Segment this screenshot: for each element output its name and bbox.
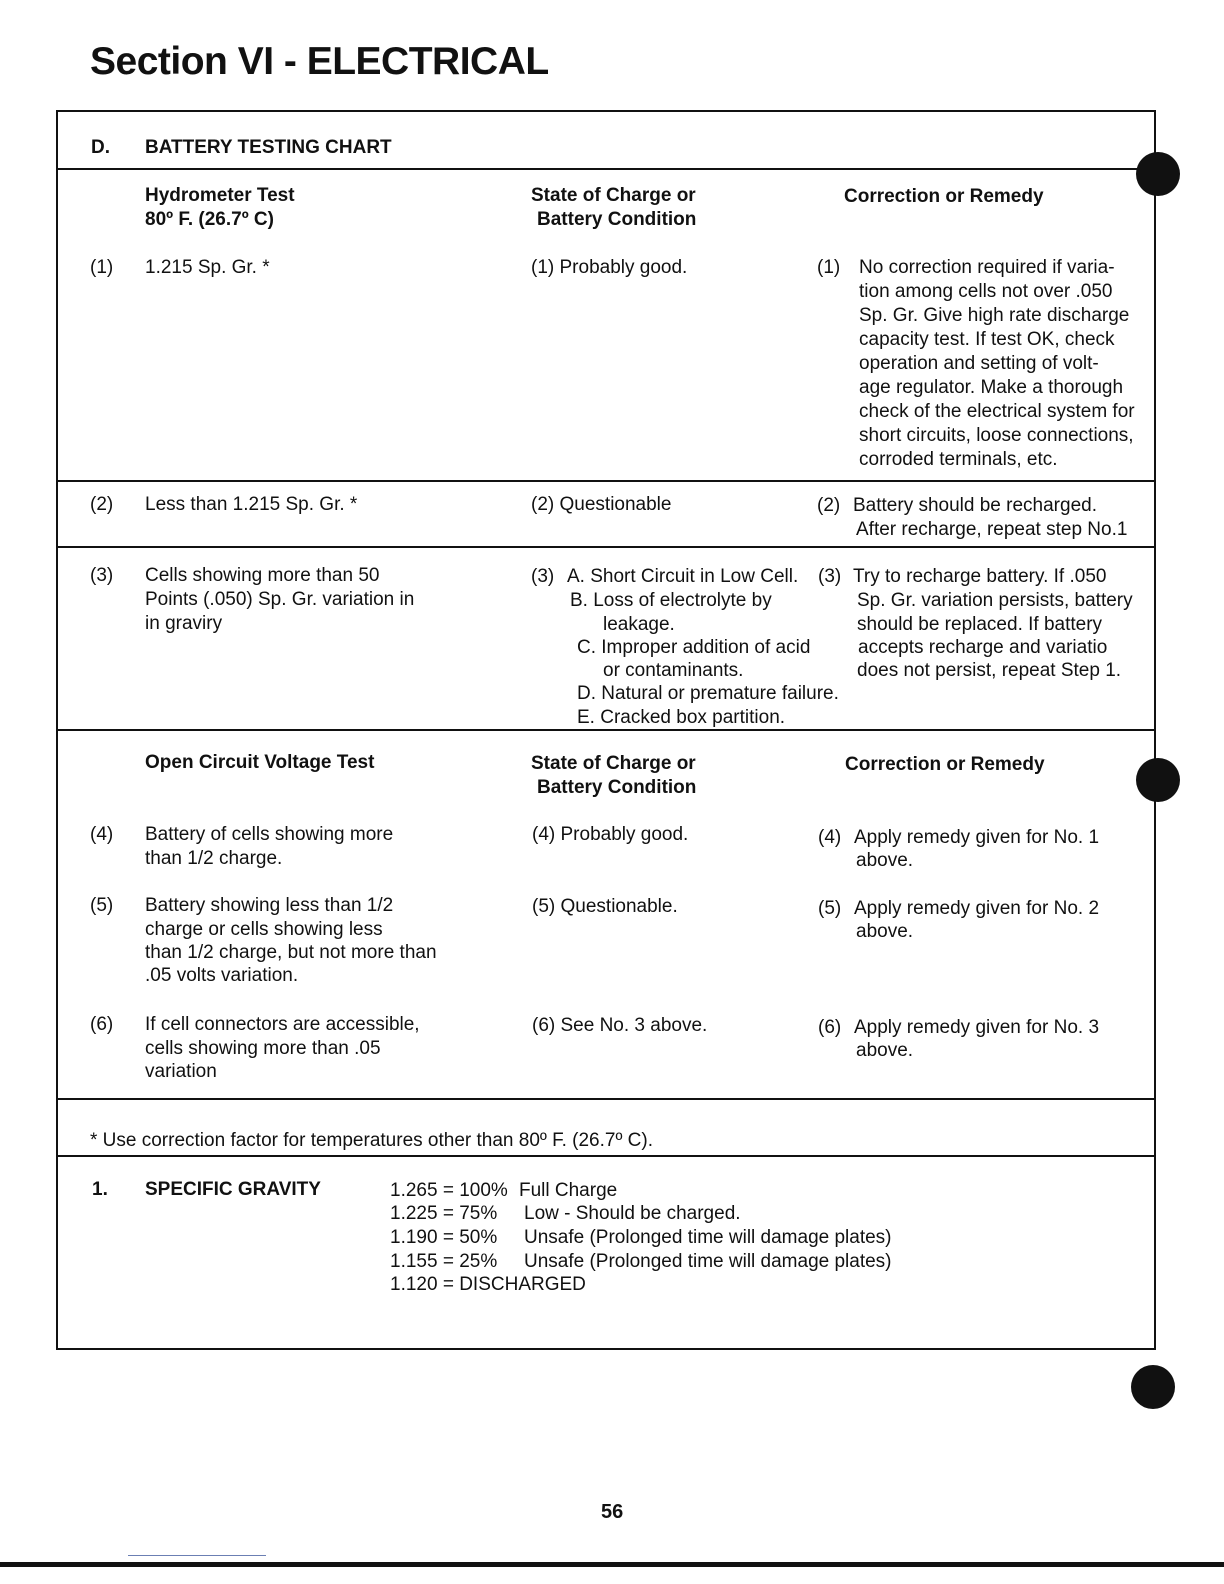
- remedy-line: tion among cells not over .050: [859, 281, 1113, 302]
- remedy-line: Apply remedy given for No. 1: [854, 827, 1100, 848]
- state-cause-e: E. Cracked box partition.: [577, 707, 786, 728]
- divider: [56, 1098, 1156, 1100]
- remedy-line: Battery should be recharged.: [853, 495, 1097, 516]
- scan-edge-line: [128, 1555, 266, 1556]
- remedy-line: Sp. Gr. variation persists, battery: [857, 590, 1133, 611]
- row-number: (2): [90, 494, 114, 515]
- gravity-value: 1.265 = 100%: [390, 1180, 508, 1201]
- remedy-line: above.: [856, 1040, 914, 1061]
- test-line: than 1/2 charge.: [145, 848, 283, 869]
- remedy-line: does not persist, repeat Step 1.: [857, 660, 1122, 681]
- test-line: in graviry: [145, 613, 223, 634]
- divider: [56, 1155, 1156, 1157]
- remedy-line: No correction required if varia-: [859, 257, 1115, 278]
- test-line: Battery of cells showing more: [145, 824, 394, 845]
- test-value: Less than 1.215 Sp. Gr. *: [145, 494, 358, 515]
- test-line: charge or cells showing less: [145, 919, 383, 940]
- test-line: cells showing more than .05: [145, 1038, 381, 1059]
- test-value: 1.215 Sp. Gr. *: [145, 257, 270, 278]
- remedy-line: After recharge, repeat step No.1: [856, 519, 1128, 540]
- remedy-number: (4): [818, 827, 842, 848]
- row-number: (4): [90, 824, 114, 845]
- row-number: (5): [90, 895, 114, 916]
- remedy-line: corroded terminals, etc.: [859, 449, 1058, 470]
- state-number: (3): [531, 566, 555, 587]
- remedy-line: Sp. Gr. Give high rate discharge: [859, 305, 1130, 326]
- page-title: Section VI - ELECTRICAL: [90, 40, 549, 83]
- divider: [56, 546, 1156, 548]
- state-cause-b: B. Loss of electrolyte by: [570, 590, 772, 611]
- test-line: .05 volts variation.: [145, 965, 299, 986]
- chart-title: BATTERY TESTING CHART: [145, 137, 392, 158]
- divider: [56, 168, 1156, 170]
- remedy-line: should be replaced. If battery: [857, 614, 1103, 635]
- gravity-desc: Full Charge: [519, 1180, 618, 1201]
- gravity-desc: Unsafe (Prolonged time will damage plates): [524, 1251, 892, 1272]
- state-cause-d: D. Natural or premature failure.: [577, 683, 839, 704]
- row-number: (6): [90, 1014, 114, 1035]
- header-battery-condition: Battery Condition: [537, 777, 697, 798]
- gravity-desc: Low - Should be charged.: [524, 1203, 741, 1224]
- header-correction-remedy: Correction or Remedy: [844, 186, 1044, 207]
- gravity-value: 1.225 = 75%: [390, 1203, 498, 1224]
- row-number: (3): [90, 565, 114, 586]
- divider: [56, 480, 1156, 482]
- gravity-value: 1.120 = DISCHARGED: [390, 1274, 586, 1295]
- state-cause-b-cont: leakage.: [603, 614, 675, 635]
- remedy-number: (5): [818, 898, 842, 919]
- remedy-number: (6): [818, 1017, 842, 1038]
- test-line: Battery showing less than 1/2: [145, 895, 394, 916]
- specific-gravity-label: SPECIFIC GRAVITY: [145, 1179, 321, 1200]
- header-hydrometer-temp: 80º F. (26.7º C): [145, 209, 274, 230]
- state-of-charge: (5) Questionable.: [532, 896, 678, 917]
- remedy-line: Apply remedy given for No. 2: [854, 898, 1100, 919]
- remedy-line: Apply remedy given for No. 3: [854, 1017, 1100, 1038]
- state-cause-c-cont: or contaminants.: [603, 660, 744, 681]
- gravity-value: 1.190 = 50%: [390, 1227, 498, 1248]
- header-correction-remedy: Correction or Remedy: [845, 754, 1045, 775]
- test-line: than 1/2 charge, but not more than: [145, 942, 437, 963]
- page-number: 56: [601, 1501, 624, 1523]
- state-of-charge: (2) Questionable: [531, 494, 672, 515]
- test-line: Cells showing more than 50: [145, 565, 380, 586]
- remedy-line: above.: [856, 850, 914, 871]
- remedy-number: (1): [817, 257, 841, 278]
- test-line: Points (.050) Sp. Gr. variation in: [145, 589, 415, 610]
- specific-gravity-number: 1.: [92, 1179, 108, 1200]
- test-line: variation: [145, 1061, 217, 1082]
- state-of-charge: (4) Probably good.: [532, 824, 689, 845]
- chart-letter: D.: [91, 137, 110, 158]
- header-open-circuit-voltage: Open Circuit Voltage Test: [145, 752, 375, 773]
- remedy-line: above.: [856, 921, 914, 942]
- header-state-of-charge: State of Charge or: [531, 753, 696, 774]
- scan-edge-bar: [0, 1562, 1224, 1567]
- test-line: If cell connectors are accessible,: [145, 1014, 420, 1035]
- state-cause-a: A. Short Circuit in Low Cell.: [567, 566, 799, 587]
- remedy-line: short circuits, loose connections,: [859, 425, 1134, 446]
- header-battery-condition: Battery Condition: [537, 209, 697, 230]
- remedy-line: accepts recharge and variatio: [858, 637, 1108, 658]
- remedy-line: check of the electrical system for: [859, 401, 1135, 422]
- row-number: (1): [90, 257, 114, 278]
- binder-hole: [1136, 152, 1180, 196]
- binder-hole: [1136, 758, 1180, 802]
- header-state-of-charge: State of Charge or: [531, 185, 696, 206]
- remedy-line: Try to recharge battery. If .050: [853, 566, 1107, 587]
- remedy-line: operation and setting of volt-: [859, 353, 1099, 374]
- gravity-value: 1.155 = 25%: [390, 1251, 498, 1272]
- footnote: * Use correction factor for temperatures other than 80º F. (26.7º C).: [90, 1130, 654, 1151]
- remedy-line: age regulator. Make a thorough: [859, 377, 1124, 398]
- state-cause-c: C. Improper addition of acid: [577, 637, 811, 658]
- remedy-line: capacity test. If test OK, check: [859, 329, 1115, 350]
- state-of-charge: (6) See No. 3 above.: [532, 1015, 708, 1036]
- state-of-charge: (1) Probably good.: [531, 257, 688, 278]
- remedy-number: (2): [817, 495, 841, 516]
- remedy-number: (3): [818, 566, 842, 587]
- gravity-desc: Unsafe (Prolonged time will damage plates): [524, 1227, 892, 1248]
- binder-hole: [1131, 1365, 1175, 1409]
- header-hydrometer-test: Hydrometer Test: [145, 185, 295, 206]
